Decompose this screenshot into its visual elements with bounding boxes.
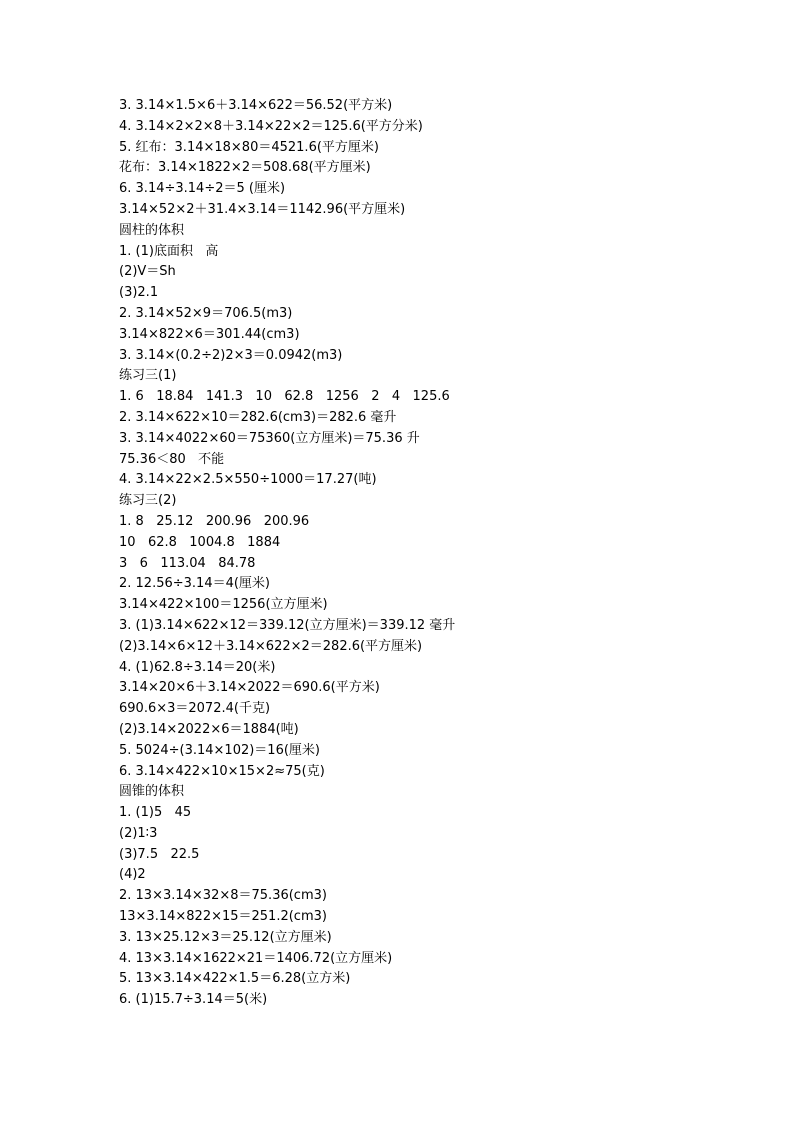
text-line: 6. (1)15.7÷3.14＝5(米) [119, 992, 268, 1008]
text-line: 1. 8 25.12 200.96 200.96 [119, 513, 310, 529]
text-line: 4. 3.14×2×2×8＋3.14×22×2＝125.6(平方分米) [119, 118, 423, 134]
text-line: 1. (1)底面积 高 [119, 243, 219, 259]
text-line: 3 6 113.04 84.78 [119, 555, 256, 571]
text-line: 1. (1)5 45 [119, 805, 192, 821]
text-line: 3.14×20×6＋3.14×2022＝690.6(平方米) [119, 680, 380, 696]
text-line: 5. 13×3.14×422×1.5＝6.28(立方米) [119, 971, 351, 987]
document-body [119, 96, 719, 1011]
text-line: 13×3.14×822×15＝251.2(cm3) [119, 909, 327, 925]
text-line: 4. 3.14×22×2.5×550÷1000＝17.27(吨) [119, 472, 377, 488]
text-line: (4)2 [119, 867, 146, 883]
section-heading: 圆柱的体积 [119, 222, 185, 238]
text-line: (2)3.14×6×12＋3.14×622×2＝282.6(平方厘米) [119, 638, 423, 654]
text-line: 10 62.8 1004.8 1884 [119, 534, 281, 550]
text-line: (2)1∶3 [119, 825, 158, 841]
text-line: 6. 3.14×422×10×15×2≈75(克) [119, 763, 325, 779]
section-heading: 练习三(2) [119, 493, 177, 509]
text-line: 花布：3.14×1822×2＝508.68(平方厘米) [119, 160, 371, 176]
text-line: (3)2.1 [119, 285, 159, 301]
text-line: (2)V＝Sh [119, 264, 176, 280]
text-line: 3.14×422×100＝1256(立方厘米) [119, 597, 328, 613]
section-heading: 练习三(1) [119, 368, 177, 384]
text-line: 5. 5024÷(3.14×102)＝16(厘米) [119, 742, 320, 758]
text-line: 1. 6 18.84 141.3 10 62.8 1256 2 4 125.6 [119, 389, 450, 405]
text-line: 6. 3.14÷3.14÷2＝5 (厘米) [119, 181, 286, 197]
text-line: 2. 3.14×622×10＝282.6(cm3)＝282.6 毫升 [119, 409, 397, 425]
text-line: 3. (1)3.14×622×12＝339.12(立方厘米)＝339.12 毫升 [119, 617, 456, 633]
text-line: 4. 13×3.14×1622×21＝1406.72(立方厘米) [119, 950, 393, 966]
section-heading: 圆锥的体积 [119, 784, 185, 800]
text-line: 3.14×822×6＝301.44(cm3) [119, 326, 300, 342]
text-line: 3. 3.14×1.5×6＋3.14×622＝56.52(平方米) [119, 98, 393, 113]
text-line: (3)7.5 22.5 [119, 846, 200, 862]
text-line: 2. 12.56÷3.14＝4(厘米) [119, 576, 271, 592]
text-line: 3. 3.14×(0.2÷2)2×3＝0.0942(m3) [119, 347, 343, 363]
text-line: 2. 3.14×52×9＝706.5(m3) [119, 305, 293, 321]
text-line: 2. 13×3.14×32×8＝75.36(cm3) [119, 888, 327, 904]
text-line: 5. 红布：3.14×18×80＝4521.6(平方厘米) [119, 139, 379, 155]
text-line: 3. 13×25.12×3＝25.12(立方厘米) [119, 929, 332, 945]
text-line: 3. 3.14×4022×60＝75360(立方厘米)＝75.36 升 [119, 430, 420, 446]
text-line: (2)3.14×2022×6＝1884(吨) [119, 721, 299, 737]
text-line: 75.36＜80 不能 [119, 451, 225, 467]
text-line: 690.6×3＝2072.4(千克) [119, 701, 271, 717]
text-line: 3.14×52×2＋31.4×3.14＝1142.96(平方厘米) [119, 201, 406, 217]
text-line: 4. (1)62.8÷3.14＝20(米) [119, 659, 276, 675]
